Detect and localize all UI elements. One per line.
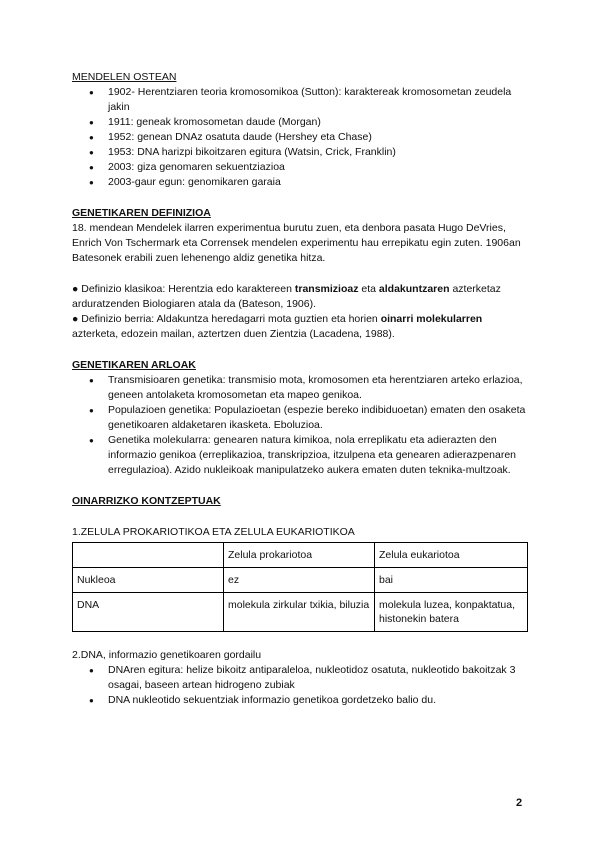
- mendel-after-list: [72, 85, 528, 190]
- classic-definition-bold-variation: aldakuntzaren: [378, 283, 450, 295]
- list-item: ● Populazioen genetika: Populazioetan (espezie bereko indibiduoetan) ematen den osaketa genetikoaren aldaketaren ikasketa. Eboluzioa.: [72, 403, 528, 433]
- section-title-concepts: OINARRIZKO KONTZEPTUAK: [72, 495, 221, 507]
- list-item: ● 2003: giza genomaren sekuentziazioa: [72, 160, 528, 175]
- list-item: ● Transmisioaren genetika: transmisio mota, kromosomen eta herentziaren arteko erlazioa, geneen antolaketa kromosometan eta mapeo genikoa.: [72, 373, 528, 403]
- areas-list: [72, 373, 528, 478]
- document-page: [72, 70, 528, 708]
- list-item: ● 1953: DNA harizpi bikoitzaren egitura (Watsin, Crick, Franklin): [72, 145, 528, 160]
- table-header-row: [73, 543, 528, 568]
- new-definition: [72, 312, 528, 342]
- dna-list: [72, 663, 528, 708]
- section-title-areas: GENETIKAREN ARLOAK: [72, 359, 196, 371]
- page-number: 2: [516, 797, 523, 809]
- table-header-cell: Zelula eukariotoa: [375, 543, 528, 568]
- list-item: ● 2003-gaur egun: genomikaren garaia: [72, 175, 528, 190]
- cell-subtitle: 1.ZELULA PROKARIOTIKOA ETA ZELULA EUKARIOTIKOA: [72, 526, 355, 538]
- section-title-mendel-after: MENDELEN OSTEAN: [72, 71, 177, 83]
- table-row: [73, 593, 528, 632]
- new-definition-text: ● Definizio berria: Aldakuntza heredagarri mota guztien eta horien: [72, 313, 381, 325]
- table-cell: molekula zirkular txikia, biluzia: [224, 593, 375, 632]
- list-item: ● 1911: geneak kromosometan daude (Morgan): [72, 115, 528, 130]
- classic-definition: [72, 282, 528, 312]
- definition-paragraph: 18. mendean Mendelek ilarren experimentua burutu zuen, eta denbora pasata Hugo DeVries, Enrich Von Tschermark eta Corrensek mendelen experimentu hau errepikatu egin zuten. 1906an Batesonek erabili zuen lehenengo aldiz genetika hitza.: [72, 222, 521, 264]
- list-item: ● 1902- Herentziaren teoria kromosomikoa (Sutton): karaktereak kromosometan zeudela jakin: [72, 85, 528, 115]
- table-row: [73, 568, 528, 593]
- section-title-definition: GENETIKAREN DEFINIZIOA: [72, 207, 211, 219]
- table-cell: molekula luzea, konpaktatua, histonekin batera: [375, 593, 528, 632]
- classic-definition-text: ● Definizio klasikoa: Herentzia edo karaktereen: [72, 283, 295, 295]
- table-cell: bai: [375, 568, 528, 593]
- new-definition-text: azterketa, edozein mailan, aztertzen duen Zientzia (Lacadena, 1988).: [72, 328, 395, 340]
- classic-definition-text: eta: [358, 283, 379, 295]
- table-header-cell: Zelula prokariotoa: [224, 543, 375, 568]
- classic-definition-bold-transmission: transmizioaz: [294, 283, 359, 295]
- dna-subtitle: 2.DNA, informazio genetikoaren gordailu: [72, 649, 262, 661]
- cell-comparison-table: [72, 542, 528, 632]
- table-cell: Nukleoa: [73, 568, 224, 593]
- list-item: ● 1952: genean DNAz osatuta daude (Hershey eta Chase): [72, 130, 528, 145]
- list-item: ● DNAren egitura: helize bikoitz antiparaleloa, nukleotidoz osatuta, nukleotido bakoitzak 3 osagai, baseen artean hidrogeno zubiak: [72, 663, 528, 693]
- classic-definition-text: azterketaz arduratzenden Biologiaren atala da (Bateson, 1906).: [72, 283, 501, 310]
- table-header-cell: [73, 543, 224, 568]
- table-cell: ez: [224, 568, 375, 593]
- new-definition-bold: oinarri molekularren: [380, 313, 483, 325]
- table-cell: DNA: [73, 593, 224, 632]
- list-item: ● Genetika molekularra: genearen natura kimikoa, nola erreplikatu eta adierazten den informazio genikoa (erreplikazioa, transkripzioa, itzulpena eta genearen adierazpenaren erregulazioa). Azido nukleikoak manipulatzeko aukera ematen duten teknika-multzoak.: [72, 433, 528, 478]
- list-item: ● DNA nukleotido sekuentziak informazio genetikoa gordetzeko balio du.: [72, 693, 528, 708]
